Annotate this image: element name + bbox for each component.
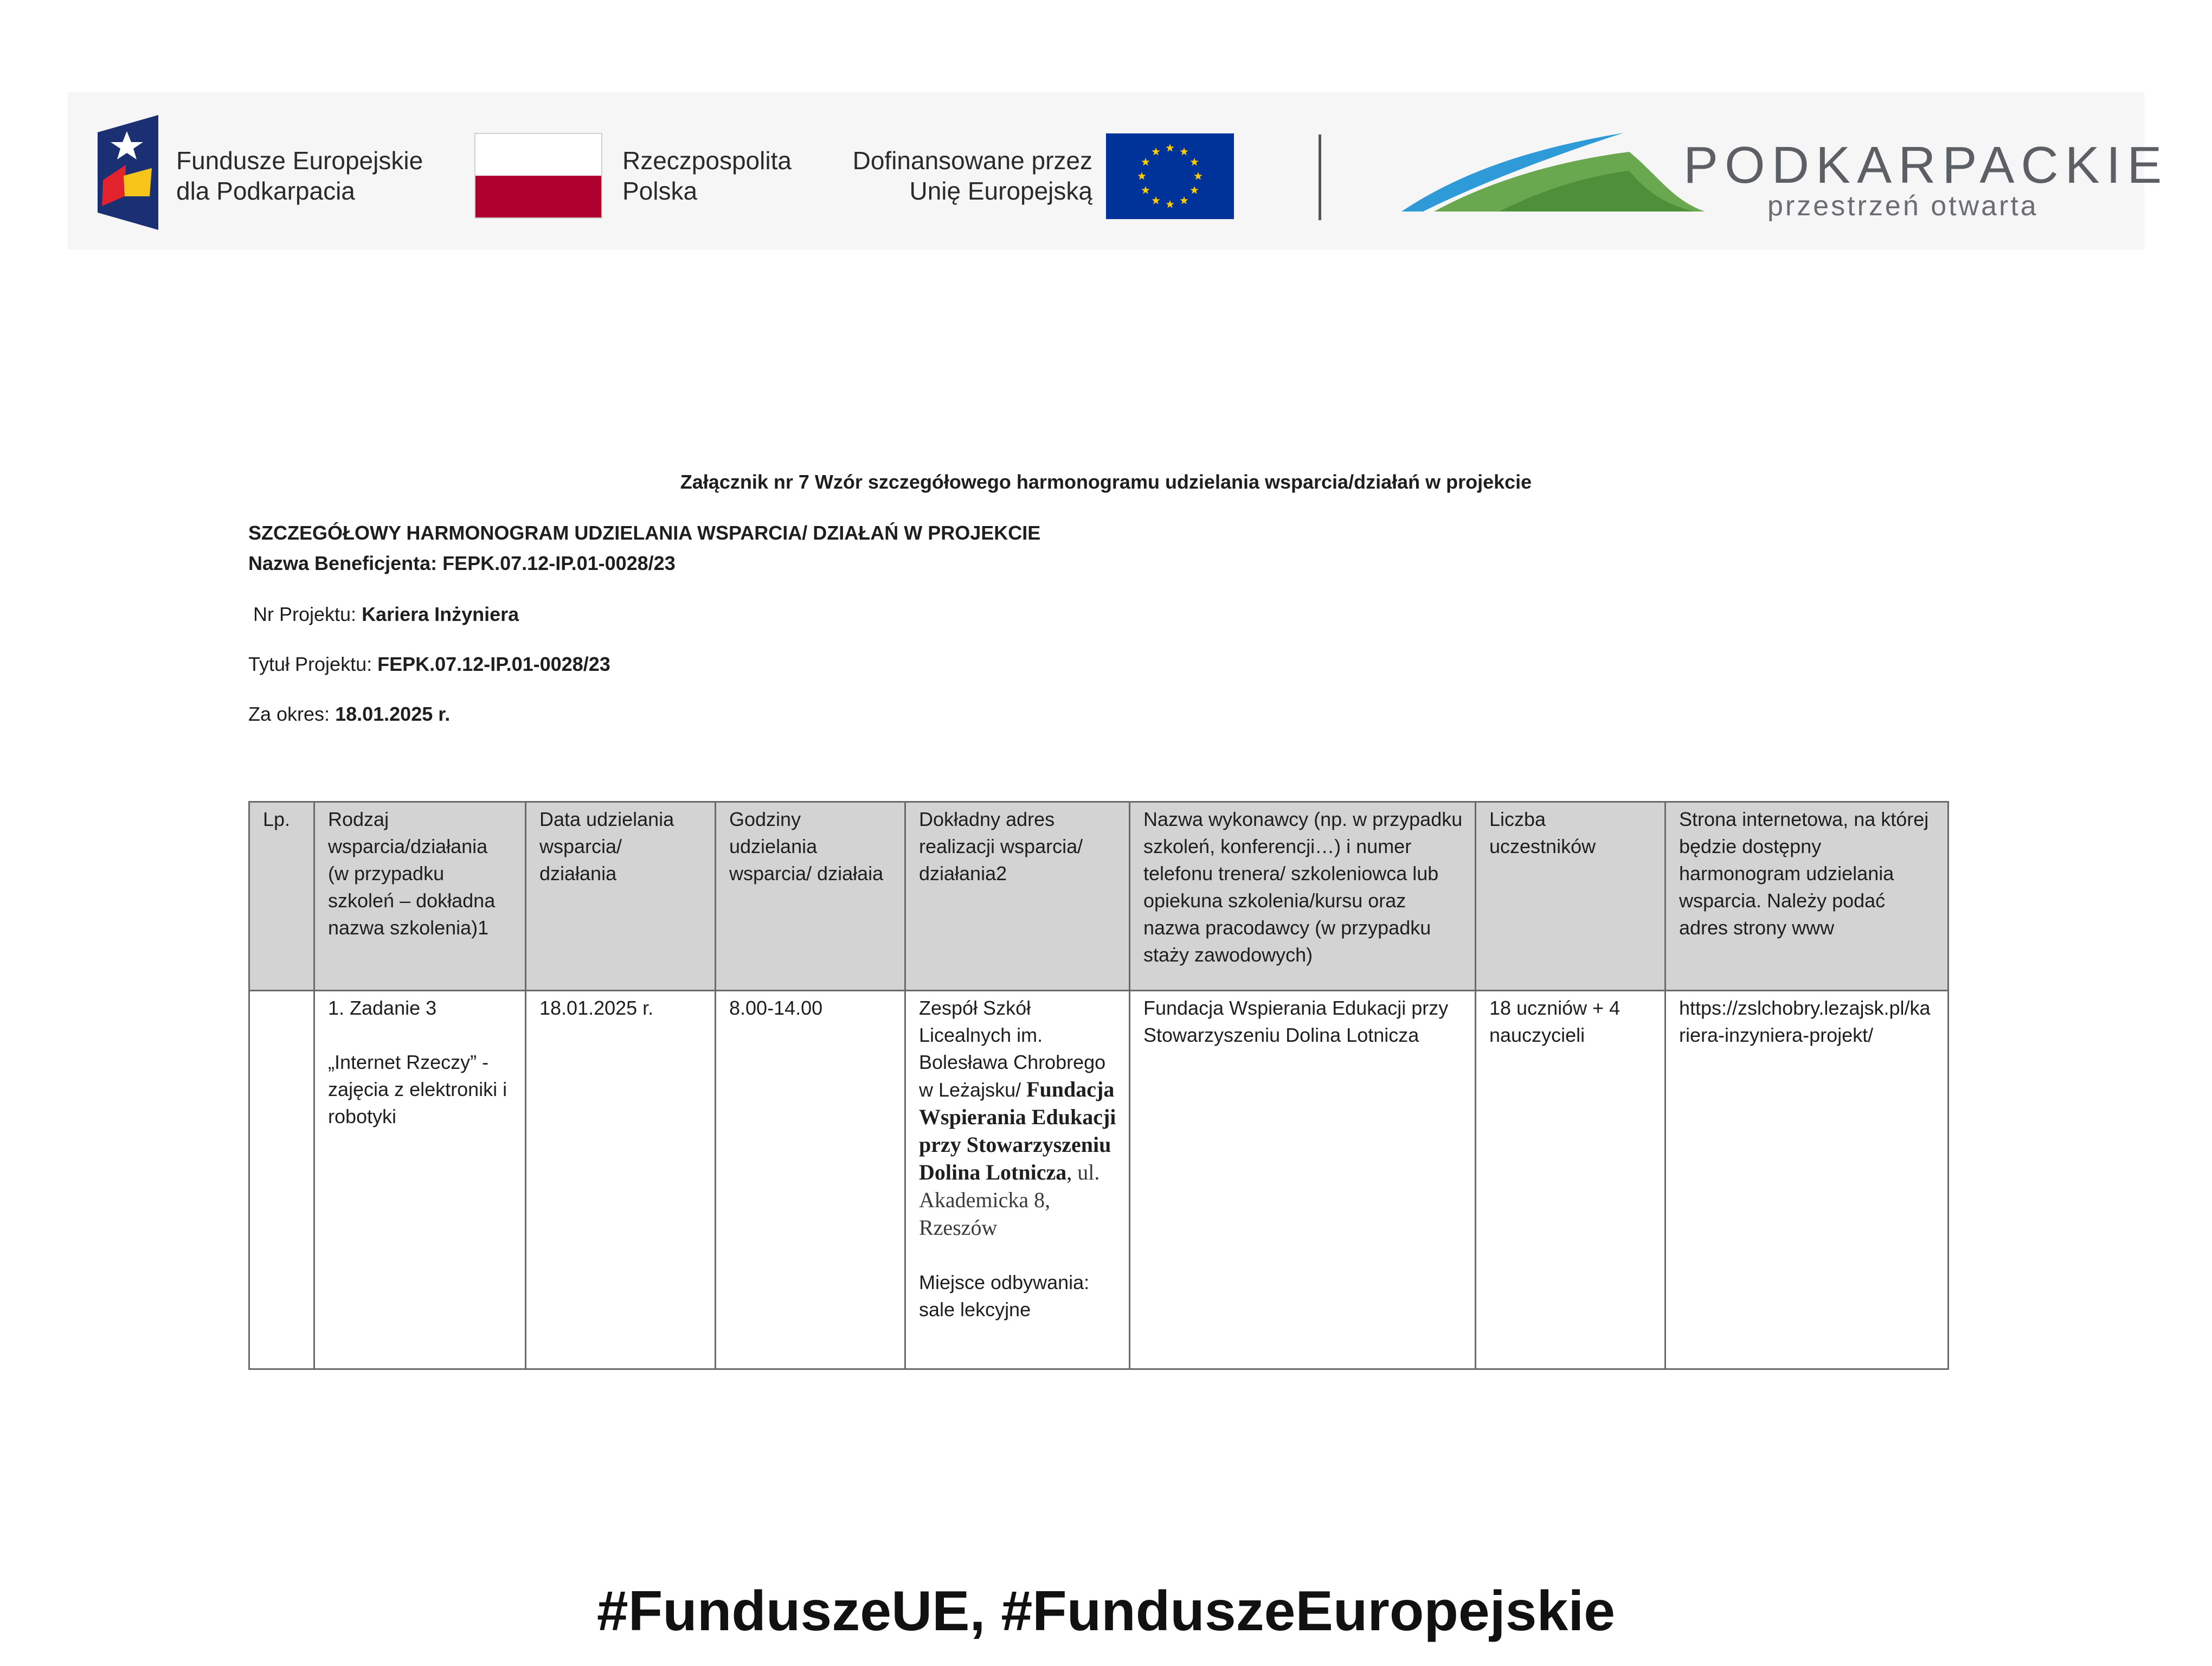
table-header-row [249, 802, 1949, 991]
period-line [248, 703, 450, 726]
hashtags-footer: #FunduszeUE, #FunduszeEuropejskie [596, 1580, 1616, 1643]
header-contractor: Nazwa wykonawcy (np. w przypadku szkoleń, konferencji…) i numer telefonu trenera/ szkoleniowca lub opiekuna szkolenia/kursu oraz nazwa pracodawcy (w przypadku staży zawodowych) [1130, 802, 1476, 991]
table-row [249, 991, 1949, 1369]
project-number-label: Nr Projektu: [253, 603, 362, 625]
cell-address [905, 991, 1130, 1369]
project-number-value: Kariera Inżyniera [362, 603, 519, 625]
schedule-table [248, 801, 1949, 1370]
eu-line1: Dofinansowane przez [852, 146, 1092, 175]
fundusze-europejskie-logo-icon [98, 115, 158, 230]
cell-support-type [314, 991, 526, 1369]
cell-contractor: Fundacja Wspierania Edukacji przy Stowarzyszeniu Dolina Lotnicza [1130, 991, 1476, 1369]
header-hours: Godziny udzielania wsparcia/ działaia [716, 802, 905, 991]
eu-flag-icon [1106, 133, 1234, 219]
period-value: 18.01.2025 r. [335, 703, 451, 725]
rp-line1: Rzeczpospolita [622, 146, 792, 175]
fundusze-europejskie-text [176, 145, 423, 206]
logo-divider [1319, 134, 1321, 220]
header-lp: Lp. [249, 802, 314, 991]
task-number: 1. Zadanie 3 [328, 997, 437, 1019]
cell-website: https://zslchobry.lezajsk.pl/kariera-inzyniera-projekt/ [1666, 991, 1949, 1369]
cell-participants: 18 uczniów + 4 nauczycieli [1476, 991, 1666, 1369]
attachment-title: Załącznik nr 7 Wzór szczegółowego harmonogramu udzielania wsparcia/działań w projekcie [680, 471, 1532, 493]
fe-line2: dla Podkarpacia [176, 177, 355, 205]
cell-date: 18.01.2025 r. [526, 991, 716, 1369]
task-name: „Internet Rzeczy” - zajęcia z elektroniki i robotyki [328, 1051, 507, 1127]
eu-line2: Unię Europejską [909, 177, 1092, 205]
header-address: Dokładny adres realizacji wsparcia/ działania2 [905, 802, 1130, 991]
cell-lp [249, 991, 314, 1369]
address-comma: , [1066, 1160, 1072, 1184]
address-school: Zespół Szkół Licealnych im. Bolesława Chrobrego w Leżajsku/ [919, 997, 1106, 1101]
header-support-type: Rodzaj wsparcia/działania (w przypadku szkoleń – dokładna nazwa szkolenia)1 [314, 802, 526, 991]
period-label: Za okres: [248, 703, 336, 725]
project-title-label: Tytuł Projektu: [248, 653, 378, 675]
header-date: Data udzielania wsparcia/ działania [526, 802, 716, 991]
cell-hours: 8.00-14.00 [716, 991, 905, 1369]
beneficiary-line: Nazwa Beneficjenta: FEPK.07.12-IP.01-0028/23 [248, 552, 676, 574]
header-website: Strona internetowa, na której będzie dostępny harmonogram udzielania wsparcia. Należy podać adres strony www [1666, 802, 1949, 991]
podkarpackie-subtitle: przestrzeń otwarta [1767, 190, 2039, 222]
podkarpackie-title: PODKARPACKIE [1683, 136, 2169, 194]
project-number-line [253, 603, 519, 626]
project-title-value: FEPK.07.12-IP.01-0028/23 [377, 653, 610, 675]
eu-cofinanced-text [838, 145, 1092, 206]
polish-flag-icon [474, 133, 602, 219]
address-street: ul. Akademicka 8, Rzeszów [919, 1160, 1100, 1240]
rzeczpospolita-text [622, 145, 792, 206]
address-organization: Fundacja Wspierania Edukacji przy Stowarzyszeniu Dolina Lotnicza [919, 1077, 1116, 1184]
fe-line1: Fundusze Europejskie [176, 146, 423, 175]
schedule-heading: SZCZEGÓŁOWY HARMONOGRAM UDZIELANIA WSPARCIA/ DZIAŁAŃ W PROJEKCIE [248, 522, 1041, 544]
header-participants: Liczba uczestników [1476, 802, 1666, 991]
rp-line2: Polska [622, 177, 698, 205]
podkarpackie-swoosh-icon [1401, 130, 1711, 217]
project-title-line [248, 653, 610, 676]
place-of-activity: Miejsce odbywania: sale lekcyjne [919, 1271, 1090, 1321]
